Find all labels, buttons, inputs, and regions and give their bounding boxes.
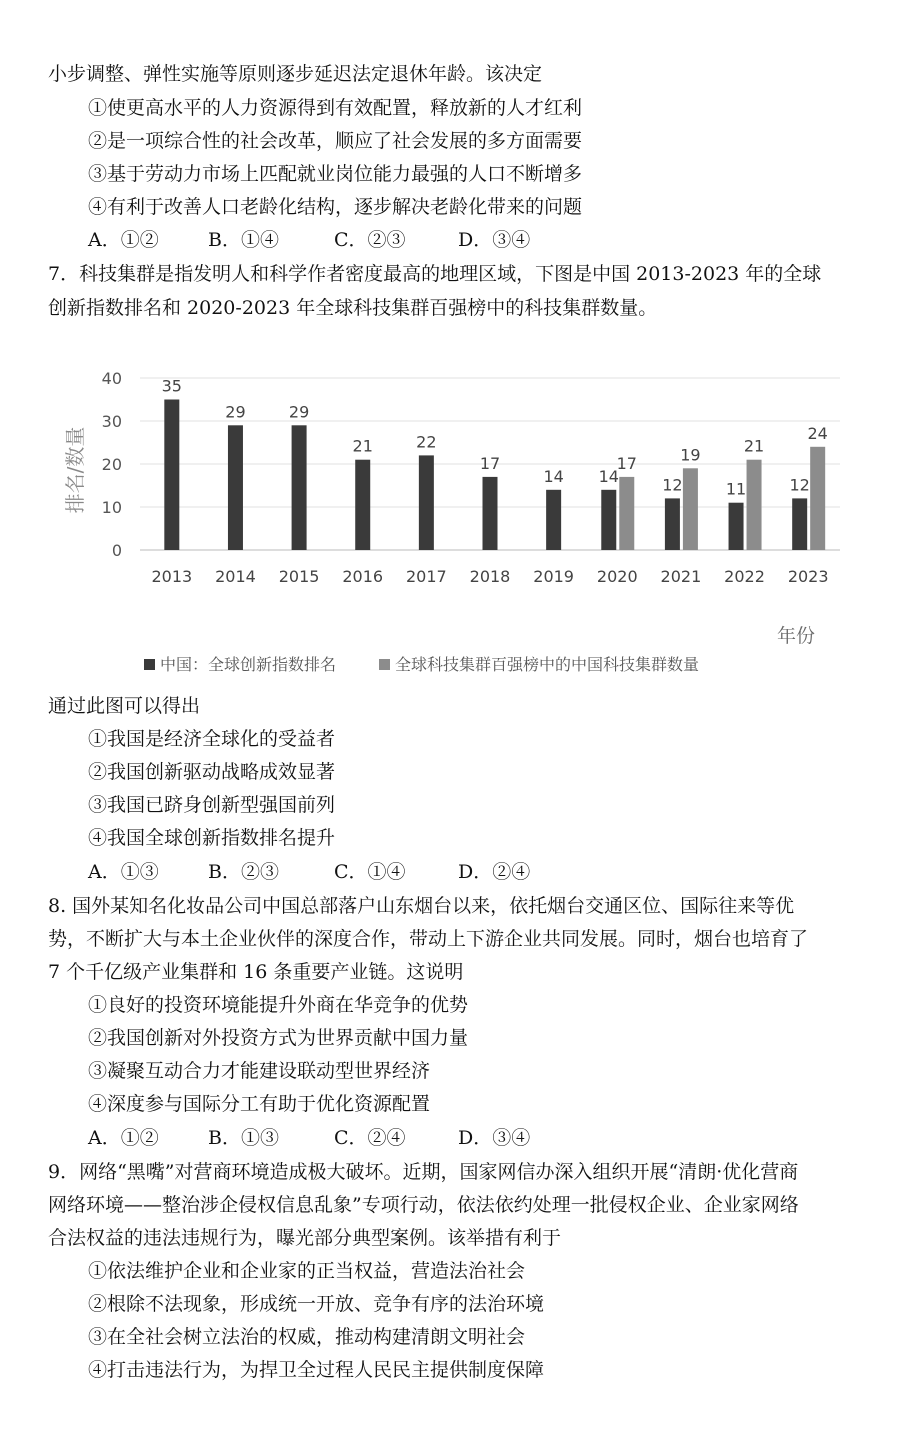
q8-statement-3: ③凝聚互动合力才能建设联动型世界经济 <box>88 1060 431 1082</box>
q8-stem-line-3: 7 个千亿级产业集群和 16 条重要产业链。这说明 <box>48 961 464 983</box>
q6-option-b: B．①④ <box>208 229 279 251</box>
q6-intro-end: 小步调整、弹性实施等原则逐步延迟法定退休年龄。该决定 <box>48 63 543 85</box>
q7-stem-line-1: 7．科技集群是指发明人和科学作者密度最高的地理区域，下图是中国 2013-2023 年的全球 <box>48 263 822 285</box>
q9-statement-4: ④打击违法行为，为捍卫全过程人民民主提供制度保障 <box>88 1359 545 1381</box>
q6-statement-2: ②是一项综合性的社会改革，顺应了社会发展的多方面需要 <box>88 130 583 152</box>
q7-option-a: A．①③ <box>88 861 159 883</box>
q9-statement-2: ②根除不法现象，形成统一开放、竞争有序的法治环境 <box>88 1293 545 1315</box>
data-label: 22 <box>416 432 437 452</box>
y-tick-label: 20 <box>101 455 122 474</box>
x-tick-label: 2016 <box>342 567 384 586</box>
q6-option-c: C．②③ <box>334 229 406 251</box>
q9-statement-3: ③在全社会树立法治的权威，推动构建清朗文明社会 <box>88 1326 526 1348</box>
chart-legend <box>144 655 699 674</box>
data-label: 29 <box>288 402 310 422</box>
bar-tech-clusters <box>810 447 825 550</box>
x-tick-label: 2019 <box>533 567 574 586</box>
x-tick-label: 2023 <box>787 567 829 586</box>
bar-innovation-rank <box>419 455 434 550</box>
x-tick-label: 2018 <box>469 567 511 586</box>
x-tick-label: 2022 <box>724 567 765 586</box>
data-label: 14 <box>543 466 564 486</box>
q7-statement-3: ③我国已跻身创新型强国前列 <box>88 794 336 816</box>
y-tick-label: 10 <box>101 498 122 517</box>
legend-label-rank: 中国：全球创新指数排名 <box>160 655 337 674</box>
q7-after-chart: 通过此图可以得出 <box>48 695 201 717</box>
legend-label-clusters: 全球科技集群百强榜中的中国科技集群数量 <box>395 655 700 674</box>
x-tick-label: 2020 <box>596 567 638 586</box>
legend-swatch-rank <box>144 659 155 670</box>
data-label: 24 <box>807 423 828 443</box>
data-label: 12 <box>662 475 683 495</box>
q8-stem-line-2: 势，不断扩大与本土企业伙伴的深度合作，带动上下游企业共同发展。同时，烟台也培育了 <box>48 928 809 950</box>
q6-option-a: A．①② <box>88 229 159 251</box>
q8-stem-line-1: 8. 国外某知名化妆品公司中国总部落户山东烟台以来，依托烟台交通区位、国际往来等优 <box>48 895 795 917</box>
bar-innovation-rank <box>792 498 807 550</box>
chart-x-ticks <box>151 567 828 586</box>
q6-statement-1: ①使更高水平的人力资源得到有效配置，释放新的人才红利 <box>88 97 583 119</box>
q7-option-c: C．①④ <box>334 861 406 883</box>
q7-statement-4: ④我国全球创新指数排名提升 <box>88 827 336 849</box>
data-label: 17 <box>479 453 501 473</box>
q7-statement-1: ①我国是经济全球化的受益者 <box>88 728 336 750</box>
q8-option-b: B．①③ <box>208 1127 279 1149</box>
q7-stem-line-2: 创新指数排名和 2020-2023 年全球科技集群百强榜中的科技集群数量。 <box>48 297 658 319</box>
x-tick-label: 2021 <box>660 567 702 586</box>
bar-innovation-rank <box>355 460 370 550</box>
q8-options <box>88 1126 578 1150</box>
q8-option-a: A．①② <box>88 1127 159 1149</box>
q9-stem-line-1: 9．网络“黑嘴”对营商环境造成极大破坏。近期，国家网信办深入组织开展“清朗·优化营商 <box>48 1161 799 1183</box>
chart-bars <box>164 400 825 551</box>
x-tick-label: 2015 <box>278 567 320 586</box>
data-label: 21 <box>743 436 765 456</box>
data-label: 17 <box>616 453 637 473</box>
bar-innovation-rank <box>601 490 616 550</box>
q8-option-c: C．②④ <box>334 1127 406 1149</box>
bar-innovation-rank <box>228 425 243 550</box>
chart-y-axis-label: 排名/数量 <box>63 426 87 514</box>
data-label: 14 <box>598 466 619 486</box>
bar-innovation-rank <box>292 425 307 550</box>
q8-statement-1: ①良好的投资环境能提升外商在华竞争的优势 <box>88 994 469 1016</box>
legend-swatch-clusters <box>379 659 390 670</box>
q6-statement-4: ④有利于改善人口老龄化结构，逐步解决老龄化带来的问题 <box>88 196 583 218</box>
q9-stem-line-2: 网络环境——整治涉企侵权信息乱象”专项行动，依法依约处理一批侵权企业、企业家网络 <box>48 1194 799 1216</box>
q7-option-b: B．②③ <box>208 861 279 883</box>
data-label: 19 <box>680 445 701 465</box>
q6-options <box>88 228 578 252</box>
x-tick-label: 2013 <box>151 567 193 586</box>
q6-option-d: D．③④ <box>458 229 531 251</box>
y-tick-label: 40 <box>101 369 122 388</box>
q9-statement-1: ①依法维护企业和企业家的正当权益，营造法治社会 <box>88 1260 526 1282</box>
bar-innovation-rank <box>729 503 744 550</box>
y-tick-label: 0 <box>111 541 122 560</box>
bar-tech-clusters <box>619 477 634 550</box>
bar-innovation-rank <box>164 400 179 551</box>
x-tick-label: 2014 <box>215 567 256 586</box>
q7-option-d: D．②④ <box>458 861 531 883</box>
chart-y-ticks <box>102 369 122 560</box>
data-label: 11 <box>725 479 747 499</box>
bar-tech-clusters <box>747 460 762 550</box>
q8-option-d: D．③④ <box>458 1127 531 1149</box>
bar-innovation-rank <box>483 477 498 550</box>
bar-innovation-rank <box>546 490 561 550</box>
y-tick-label: 30 <box>101 412 122 431</box>
innovation-chart <box>60 350 860 690</box>
q8-statement-2: ②我国创新对外投资方式为世界贡献中国力量 <box>88 1027 469 1049</box>
bar-tech-clusters <box>683 468 698 550</box>
bar-innovation-rank <box>665 498 680 550</box>
data-label: 12 <box>789 475 810 495</box>
q9-stem-line-3: 合法权益的违法违规行为，曝光部分典型案例。该举措有利于 <box>48 1227 562 1249</box>
chart-x-axis-label: 年份 <box>776 625 816 647</box>
q7-options <box>88 860 578 884</box>
q6-statement-3: ③基于劳动力市场上匹配就业岗位能力最强的人口不断增多 <box>88 163 583 185</box>
data-label: 29 <box>225 402 246 422</box>
data-label: 21 <box>352 436 373 456</box>
data-label: 35 <box>161 376 182 396</box>
q7-statement-2: ②我国创新驱动战略成效显著 <box>88 761 336 783</box>
x-tick-label: 2017 <box>406 567 447 586</box>
q8-statement-4: ④深度参与国际分工有助于优化资源配置 <box>88 1093 431 1115</box>
